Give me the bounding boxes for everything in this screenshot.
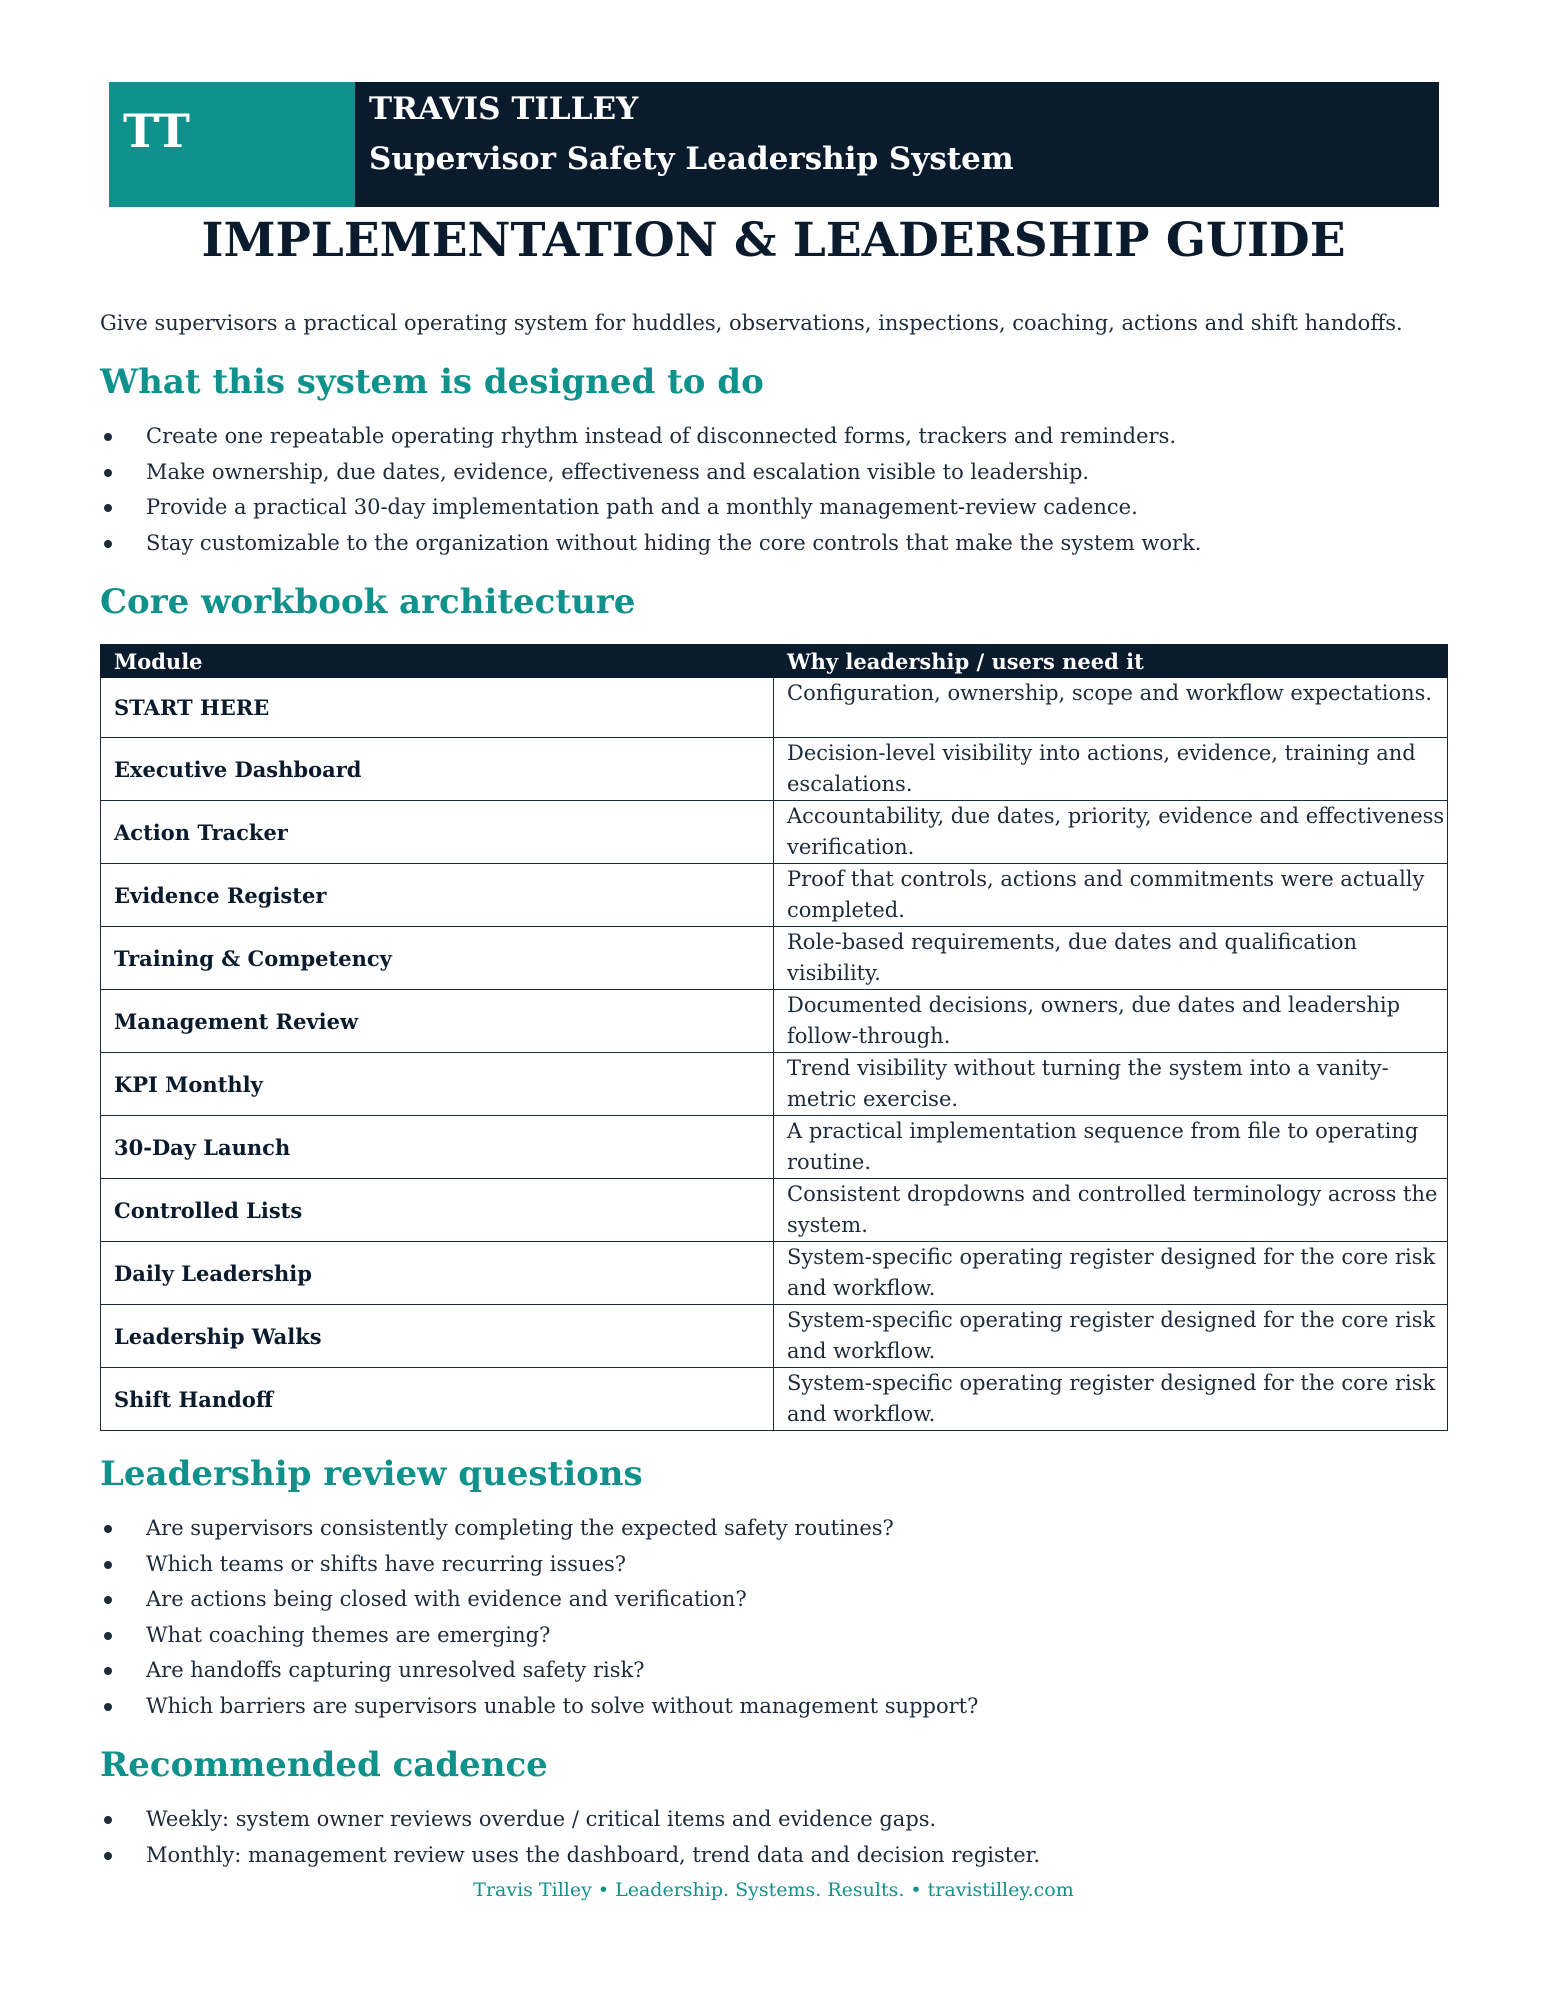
module-cell: Management Review xyxy=(101,990,774,1053)
why-cell: Trend visibility without turning the system into a vanity-metric exercise. xyxy=(774,1053,1448,1116)
list-item: Which barriers are supervisors unable to solve without management support? xyxy=(100,1689,978,1725)
intro-text: Give supervisors a practical operating system for huddles, observations, inspections, coaching, actions and shift handoffs. xyxy=(100,311,1403,335)
module-cell: Controlled Lists xyxy=(101,1179,774,1242)
why-cell: Decision-level visibility into actions, evidence, training and escalations. xyxy=(774,738,1448,801)
logo xyxy=(109,82,355,207)
table-row xyxy=(101,1116,1448,1179)
review-questions-list xyxy=(100,1511,978,1724)
why-cell: Documented decisions, owners, due dates and leadership follow-through. xyxy=(774,990,1448,1053)
table-row xyxy=(101,678,1448,738)
why-cell: System-specific operating register designed for the core risk and workflow. xyxy=(774,1368,1448,1431)
module-cell: START HERE xyxy=(101,678,774,738)
why-cell: Consistent dropdowns and controlled terminology across the system. xyxy=(774,1179,1448,1242)
purpose-list xyxy=(100,419,1201,561)
column-header-module: Module xyxy=(101,645,774,678)
table-row xyxy=(101,864,1448,927)
header-title-block xyxy=(355,82,1439,207)
why-cell: System-specific operating register designed for the core risk and workflow. xyxy=(774,1242,1448,1305)
author-name: TRAVIS TILLEY xyxy=(369,91,639,127)
why-cell: A practical implementation sequence from file to operating routine. xyxy=(774,1116,1448,1179)
table-row xyxy=(101,990,1448,1053)
module-cell: Action Tracker xyxy=(101,801,774,864)
module-cell: KPI Monthly xyxy=(101,1053,774,1116)
list-item: Which teams or shifts have recurring issues? xyxy=(100,1547,978,1583)
column-header-why: Why leadership / users need it xyxy=(774,645,1448,678)
module-cell: Daily Leadership xyxy=(101,1242,774,1305)
why-cell: Proof that controls, actions and commitments were actually completed. xyxy=(774,864,1448,927)
list-item: Are handoffs capturing unresolved safety risk? xyxy=(100,1653,978,1689)
list-item: What coaching themes are emerging? xyxy=(100,1618,978,1654)
list-item: Stay customizable to the organization without hiding the core controls that make the system work. xyxy=(100,526,1201,562)
module-cell: Evidence Register xyxy=(101,864,774,927)
table-row xyxy=(101,1053,1448,1116)
page-footer: Travis Tilley • Leadership. Systems. Results. • travistilley.com xyxy=(473,1879,1074,1901)
architecture-table xyxy=(100,644,1448,1431)
module-cell: Leadership Walks xyxy=(101,1305,774,1368)
table-header-row xyxy=(101,645,1448,678)
page-title: IMPLEMENTATION & LEADERSHIP GUIDE xyxy=(201,213,1346,268)
why-cell: Role-based requirements, due dates and qualification visibility. xyxy=(774,927,1448,990)
list-item: Make ownership, due dates, evidence, effectiveness and escalation visible to leadership. xyxy=(100,455,1201,491)
table-row xyxy=(101,738,1448,801)
table-row xyxy=(101,927,1448,990)
logo-initials: TT xyxy=(123,104,190,158)
section-heading-cadence: Recommended cadence xyxy=(100,1745,548,1785)
table-row xyxy=(101,1305,1448,1368)
document-header xyxy=(109,82,1439,207)
section-heading-purpose: What this system is designed to do xyxy=(100,362,764,402)
why-cell: Accountability, due dates, priority, evidence and effectiveness verification. xyxy=(774,801,1448,864)
why-cell: System-specific operating register designed for the core risk and workflow. xyxy=(774,1305,1448,1368)
list-item: Are actions being closed with evidence and verification? xyxy=(100,1582,978,1618)
list-item: Provide a practical 30-day implementation path and a monthly management-review cadence. xyxy=(100,490,1201,526)
table-row xyxy=(101,801,1448,864)
why-cell: Configuration, ownership, scope and workflow expectations. xyxy=(774,678,1448,738)
list-item: Monthly: management review uses the dashboard, trend data and decision register. xyxy=(100,1838,1040,1874)
list-item: Create one repeatable operating rhythm instead of disconnected forms, trackers and reminders. xyxy=(100,419,1201,455)
section-heading-architecture: Core workbook architecture xyxy=(100,582,636,622)
module-cell: Executive Dashboard xyxy=(101,738,774,801)
table-row xyxy=(101,1368,1448,1431)
module-cell: Shift Handoff xyxy=(101,1368,774,1431)
module-cell: 30-Day Launch xyxy=(101,1116,774,1179)
list-item: Are supervisors consistently completing the expected safety routines? xyxy=(100,1511,978,1547)
cadence-list xyxy=(100,1802,1040,1873)
module-cell: Training & Competency xyxy=(101,927,774,990)
table-row xyxy=(101,1242,1448,1305)
table-row xyxy=(101,1179,1448,1242)
list-item: Weekly: system owner reviews overdue / critical items and evidence gaps. xyxy=(100,1802,1040,1838)
section-heading-review: Leadership review questions xyxy=(100,1454,643,1494)
system-name: Supervisor Safety Leadership System xyxy=(369,141,1014,177)
